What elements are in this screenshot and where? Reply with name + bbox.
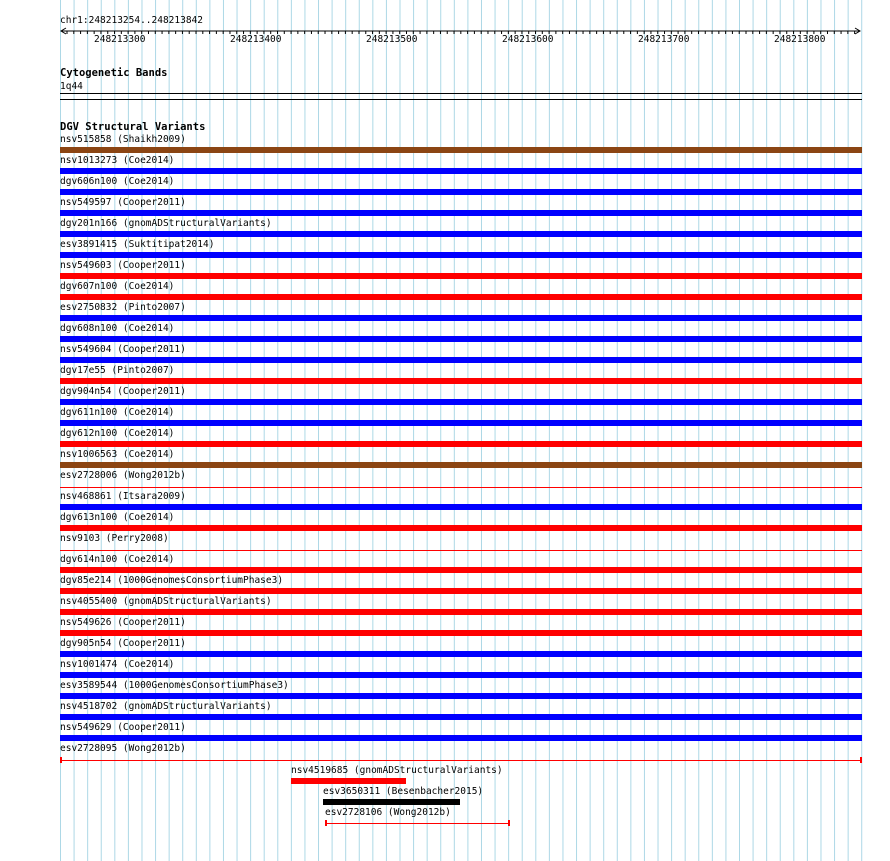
location-label: chr1:248213254..248213842 <box>60 15 203 26</box>
variant-bar[interactable] <box>60 651 862 657</box>
cytoband-track-title[interactable]: Cytogenetic Bands <box>60 67 168 79</box>
variant-bar[interactable] <box>60 550 862 551</box>
variant-bar[interactable] <box>60 336 862 342</box>
variant-bar[interactable] <box>60 525 862 531</box>
ruler-tick-label: 248213700 <box>638 34 690 45</box>
variant-label[interactable]: nsv4055400 (gnomADStructuralVariants) <box>60 596 272 607</box>
variant-label[interactable]: dgv905n54 (Cooper2011) <box>60 638 186 649</box>
variant-end-cap <box>860 757 862 763</box>
variant-label[interactable]: dgv85e214 (1000GenomesConsortiumPhase3) <box>60 575 284 586</box>
variant-label[interactable]: nsv1013273 (Coe2014) <box>60 155 175 166</box>
variant-bar[interactable] <box>60 399 862 405</box>
ruler-tick-label: 248213500 <box>366 34 418 45</box>
variant-bar[interactable] <box>60 147 862 153</box>
variant-label[interactable]: esv2750832 (Pinto2007) <box>60 302 186 313</box>
variant-bar[interactable] <box>60 487 862 488</box>
variant-end-cap <box>508 820 510 826</box>
variant-bar[interactable] <box>323 799 460 805</box>
variant-bar[interactable] <box>60 609 862 615</box>
variant-bar[interactable] <box>60 630 862 636</box>
variant-label[interactable]: nsv549629 (Cooper2011) <box>60 722 186 733</box>
variant-bar[interactable] <box>60 378 862 384</box>
variant-label[interactable]: dgv17e55 (Pinto2007) <box>60 365 175 376</box>
dgv-track-title[interactable]: DGV Structural Variants <box>60 121 206 133</box>
variant-bar[interactable] <box>60 168 862 174</box>
ruler-tick-label: 248213600 <box>502 34 554 45</box>
variant-bar[interactable] <box>60 441 862 447</box>
variant-label[interactable]: dgv612n100 (Coe2014) <box>60 428 175 439</box>
variant-label[interactable]: dgv613n100 (Coe2014) <box>60 512 175 523</box>
variant-label[interactable]: dgv614n100 (Coe2014) <box>60 554 175 565</box>
variant-label[interactable]: nsv549626 (Cooper2011) <box>60 617 186 628</box>
variant-label[interactable]: nsv4518702 (gnomADStructuralVariants) <box>60 701 272 712</box>
variant-bar[interactable] <box>60 693 862 699</box>
variant-label[interactable]: nsv549603 (Cooper2011) <box>60 260 186 271</box>
variant-bar[interactable] <box>60 189 862 195</box>
variant-label[interactable]: esv3589544 (1000GenomesConsortiumPhase3) <box>60 680 289 691</box>
variant-label[interactable]: esv2728095 (Wong2012b) <box>60 743 186 754</box>
variant-label[interactable]: nsv1006563 (Coe2014) <box>60 449 175 460</box>
variant-bar[interactable] <box>60 760 862 761</box>
variant-bar[interactable] <box>325 823 510 824</box>
variant-label[interactable]: nsv9103 (Perry2008) <box>60 533 169 544</box>
variant-end-cap <box>60 757 62 763</box>
variant-label[interactable]: nsv549604 (Cooper2011) <box>60 344 186 355</box>
variant-label[interactable]: dgv611n100 (Coe2014) <box>60 407 175 418</box>
variant-label[interactable]: nsv1001474 (Coe2014) <box>60 659 175 670</box>
variant-bar[interactable] <box>291 778 406 784</box>
variant-bar[interactable] <box>60 231 862 237</box>
variant-label[interactable]: nsv515858 (Shaikh2009) <box>60 134 186 145</box>
variant-bar[interactable] <box>60 252 862 258</box>
variant-bar[interactable] <box>60 588 862 594</box>
cytoband-band[interactable] <box>60 93 862 94</box>
variant-bar[interactable] <box>60 462 862 468</box>
variant-bar[interactable] <box>60 672 862 678</box>
variant-bar[interactable] <box>60 210 862 216</box>
variant-bar[interactable] <box>60 315 862 321</box>
variant-end-cap <box>325 820 327 826</box>
ruler-tick-label: 248213400 <box>230 34 282 45</box>
variant-bar[interactable] <box>60 504 862 510</box>
variant-label[interactable]: esv3891415 (Suktitipat2014) <box>60 239 215 250</box>
variant-label[interactable]: dgv608n100 (Coe2014) <box>60 323 175 334</box>
variant-label[interactable]: nsv549597 (Cooper2011) <box>60 197 186 208</box>
variant-label[interactable]: dgv607n100 (Coe2014) <box>60 281 175 292</box>
variant-label[interactable]: nsv468861 (Itsara2009) <box>60 491 186 502</box>
variant-bar[interactable] <box>60 273 862 279</box>
variant-bar[interactable] <box>60 567 862 573</box>
variant-bar[interactable] <box>60 420 862 426</box>
variant-label[interactable]: esv2728006 (Wong2012b) <box>60 470 186 481</box>
cytoband-band-label: 1q44 <box>60 81 83 92</box>
cytoband-band-lower <box>60 99 862 100</box>
variant-bar[interactable] <box>60 357 862 363</box>
variant-label[interactable]: nsv4519685 (gnomADStructuralVariants) <box>291 765 503 776</box>
variant-bar[interactable] <box>60 735 862 741</box>
variant-label[interactable]: dgv201n166 (gnomADStructuralVariants) <box>60 218 272 229</box>
variant-label[interactable]: esv3650311 (Besenbacher2015) <box>323 786 484 797</box>
variant-bar[interactable] <box>60 294 862 300</box>
variant-label[interactable]: dgv606n100 (Coe2014) <box>60 176 175 187</box>
variant-bar[interactable] <box>60 714 862 720</box>
ruler-tick-label: 248213800 <box>774 34 826 45</box>
ruler-tick-label: 248213300 <box>94 34 146 45</box>
variant-label[interactable]: esv2728106 (Wong2012b) <box>325 807 451 818</box>
variant-label[interactable]: dgv904n54 (Cooper2011) <box>60 386 186 397</box>
